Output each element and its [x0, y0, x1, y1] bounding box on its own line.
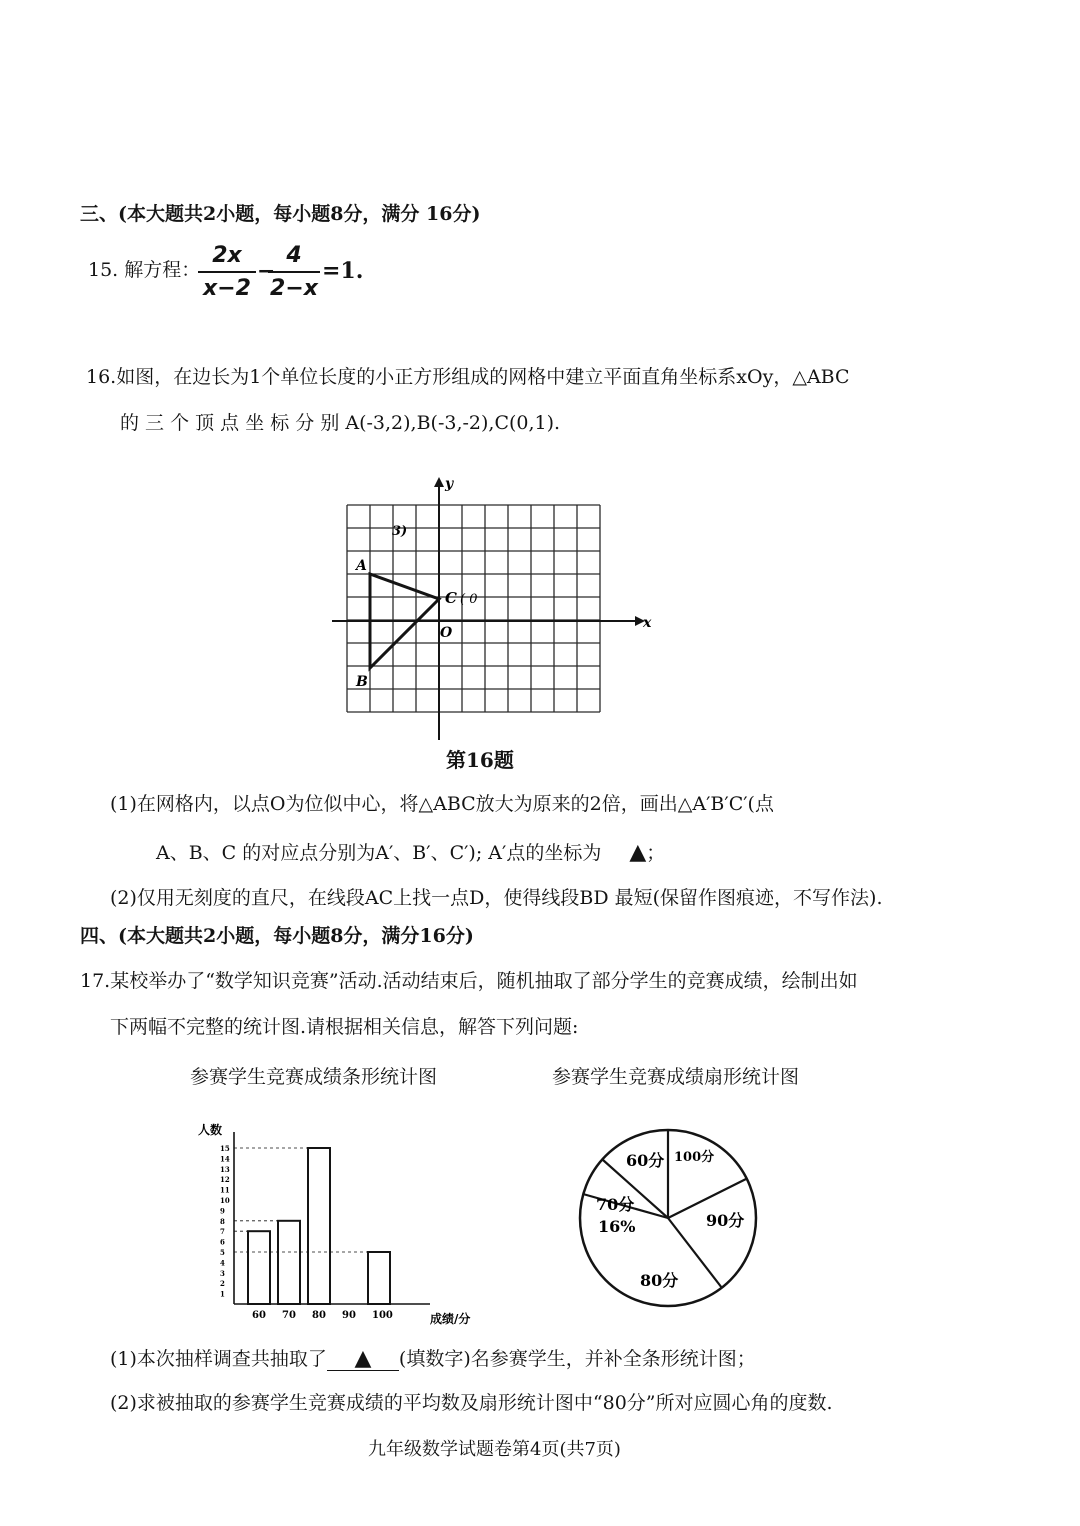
y-tick-label: 11 [220, 1185, 230, 1195]
grid [347, 505, 600, 712]
x-tick-labels [252, 1310, 393, 1321]
bar-marks [248, 1148, 390, 1304]
pie-label-60: 60分 [626, 1151, 665, 1170]
q16-part1-line2-text: A、B、C 的对应点分别为A′、B′、C′); A′点的坐标为 [156, 842, 602, 864]
x-tick-label: 80 [312, 1310, 326, 1321]
bar [248, 1231, 270, 1304]
q16-line2: 的 三 个 顶 点 坐 标 分 别 A(-3,2),B(-3,-2),C(0,1). [120, 412, 561, 434]
bar-chart-title: 参赛学生竞赛成绩条形统计图 [190, 1066, 438, 1088]
y-tick-label: 15 [220, 1144, 230, 1153]
pie-label-80: 80分 [640, 1271, 679, 1290]
q15-tail: =1. [322, 258, 364, 284]
label-o: O [440, 625, 453, 641]
page-footer: 九年级数学试题卷第4页(共7页) [368, 1439, 621, 1460]
q16-part2: (2)仅用无刻度的直尺，在线段AC上找一点D，使得线段BD 最短(保留作图痕迹，不写作法). [110, 887, 883, 909]
y-tick-label: 10 [220, 1196, 230, 1205]
bar-x-axis-label: 成绩/分 [430, 1312, 471, 1326]
q15-frac1-numerator: 2x [212, 243, 242, 268]
pie-label-70-percent: 16% [598, 1217, 636, 1236]
q17-part2: (2)求被抽取的参赛学生竞赛成绩的平均数及扇形统计图中“80分”所对应圆心角的度数. [110, 1392, 833, 1414]
y-tick-label: 8 [220, 1216, 225, 1226]
y-axis-arrow [434, 477, 444, 487]
y-tick-label: 3 [220, 1268, 225, 1278]
answer-triangle-mark: ▲ [354, 1346, 372, 1371]
pie-chart [568, 1118, 768, 1318]
q15-frac1-denominator: x−2 [203, 276, 251, 301]
x-tick-label: 60 [252, 1310, 266, 1321]
x-tick-label: 100 [372, 1310, 393, 1321]
bar [368, 1252, 390, 1304]
bar-y-axis-label: 人数 [198, 1123, 223, 1137]
pie-label-70: 70分 [596, 1195, 635, 1214]
pie-label-100: 100分 [674, 1150, 715, 1165]
q16-grid-figure [330, 475, 670, 765]
pie-chart-title: 参赛学生竞赛成绩扇形统计图 [552, 1066, 800, 1088]
answer-blank [327, 1348, 399, 1371]
q15-fraction-1 [198, 243, 256, 301]
q17-part1-text-a: (1)本次抽样调查共抽取了 [110, 1348, 327, 1370]
note-top: 3) [392, 524, 408, 539]
q16-part1-line1: (1)在网格内，以点O为位似中心，将△ABC放大为原来的2倍，画出△A′B′C′(点 [110, 793, 774, 815]
label-c: C [445, 589, 457, 607]
pie-label-90: 90分 [706, 1211, 745, 1230]
y-tick-label: 12 [220, 1175, 230, 1185]
y-tick-label: 2 [220, 1279, 225, 1289]
fraction-bar [268, 271, 320, 273]
y-tick-label: 14 [220, 1154, 230, 1164]
label-y: y [445, 476, 454, 492]
y-tick-label: 7 [220, 1227, 225, 1237]
q16-line1: 16.如图，在边长为1个单位长度的小正方形组成的网格中建立平面直角坐标系xOy，△ABC [86, 366, 850, 388]
y-tick-label: 4 [220, 1258, 225, 1268]
answer-triangle-mark: ▲ [629, 840, 647, 865]
note-c: ( 0 [460, 592, 478, 607]
q16-part1-line2 [156, 842, 665, 864]
x-tick-label: 90 [342, 1310, 356, 1321]
y-tick-label: 5 [220, 1248, 225, 1257]
semicolon: ； [646, 842, 666, 864]
x-tick-label: 70 [282, 1310, 296, 1321]
section4-heading: 四、(本大题共2小题，每小题8分，满分16分) [80, 925, 474, 947]
q15-frac2-denominator: 2−x [270, 276, 318, 301]
label-a: A [356, 558, 367, 574]
q15-frac2-numerator: 4 [286, 243, 302, 268]
q15-prefix: 15. 解方程： [88, 259, 201, 281]
section3-heading: 三、(本大题共2小题，每小题8分，满分 16分) [80, 203, 481, 225]
fraction-bar [198, 271, 256, 273]
y-tick-labels [220, 1144, 230, 1299]
q15-minus: − [257, 258, 276, 284]
y-tick-label: 13 [220, 1164, 230, 1174]
q17-line2: 下两幅不完整的统计图.请根据相关信息，解答下列问题: [110, 1016, 579, 1038]
label-b: B [356, 674, 368, 690]
bar [308, 1148, 330, 1304]
q15-fraction-2 [268, 243, 320, 301]
y-tick-label: 9 [220, 1206, 225, 1216]
y-tick-label: 6 [220, 1237, 225, 1247]
label-x: x [643, 615, 652, 631]
q17-part1-text-b: (填数字)名参赛学生，并补全条形统计图； [398, 1348, 756, 1370]
bar-chart [180, 1112, 500, 1332]
y-tick-label: 1 [220, 1289, 225, 1299]
bar [278, 1221, 300, 1304]
q16-figure-caption: 第16题 [446, 748, 514, 772]
q17-part1 [110, 1348, 756, 1371]
q17-line1: 17.某校举办了“数学知识竞赛”活动.活动结束后，随机抽取了部分学生的竞赛成绩，绘制出如 [80, 970, 858, 992]
